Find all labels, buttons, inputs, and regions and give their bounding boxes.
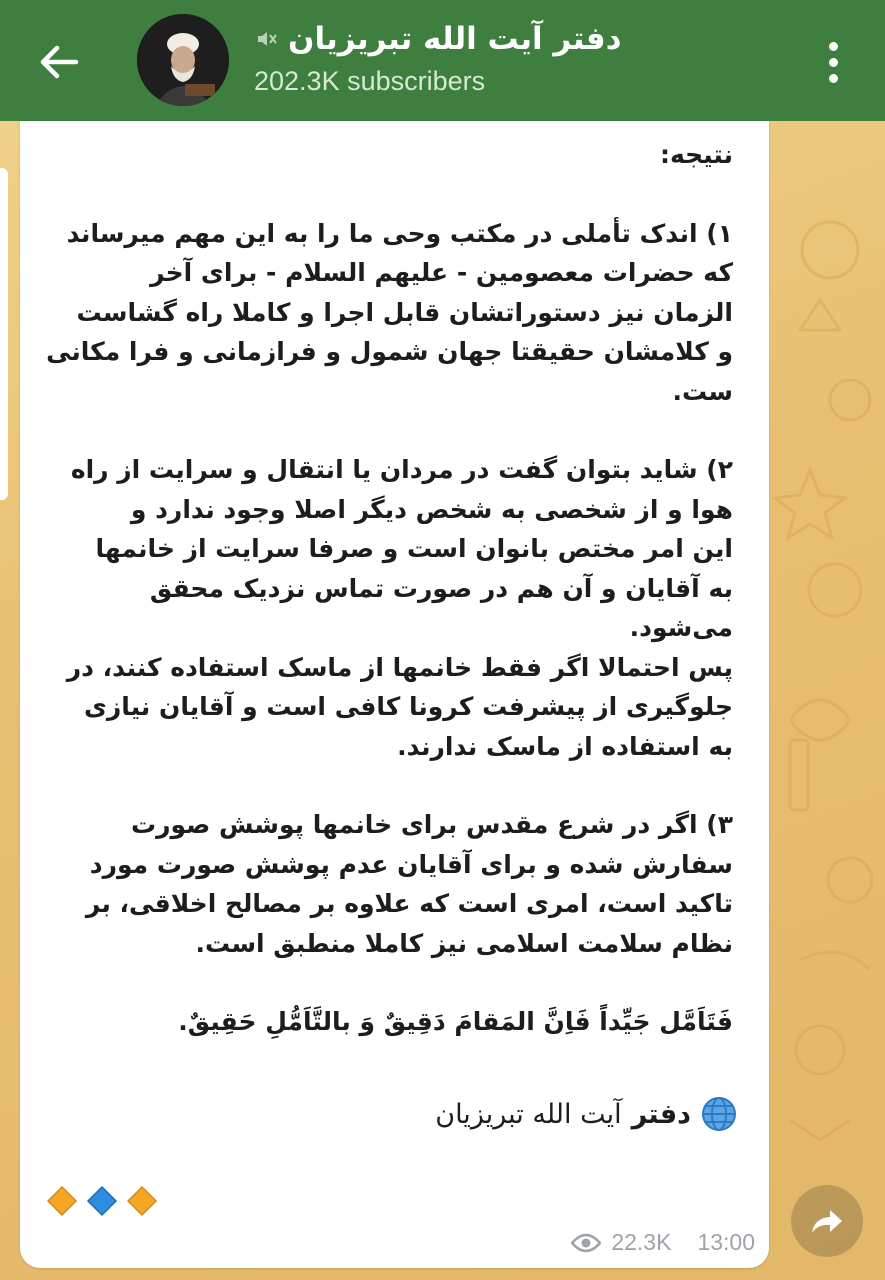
message-heading: نتیجه: [660,140,733,169]
signature-name: آیت الله تبریزیان [435,1098,622,1130]
vertical-dots-icon [829,58,838,67]
vertical-dots-icon [829,74,838,83]
message-bubble[interactable] [20,121,769,1268]
arrow-left-icon [39,45,79,79]
channel-signature [435,1096,737,1132]
chat-header [0,0,885,121]
orange-diamond-icon [126,1185,158,1217]
channel-title[interactable] [254,14,622,64]
view-count: 22.3K [611,1229,672,1255]
diamond-row [46,1185,158,1217]
message-time: 13:00 [697,1229,755,1255]
orange-diamond-icon [46,1185,78,1217]
message-point-1: ۱) اندک تأملی در مکتب وحی ما را به این مهم میرساند که حضرات معصومین - علیهم السلام - برای آخر الزمان نیز دستوراتشان قابل اجرا و کاملا راه گشاست و کلامشان حقیقتا جهان شمول و فرازمانی و فرا مکانی ست. [46,218,733,406]
message-point-2: ۲) شاید بتوان گفت در مردان یا انتقال و سرایت از راه هوا و از شخصی به شخص دیگر اصلا وجود ندارد و این امر مختص بانوان است و صرفا سرایت از خانمها به آقایان و آن هم در صورت تماس نزدیک محقق می‌شود. پس احتمالا اگر فقط خانمها از ماسک استفاده کنند، در جلوگیری از پیشرفت کرونا کافی است و آقایان نیازی به استفاده از ماسک ندارند. [66,455,733,761]
more-options-button[interactable] [808,34,858,90]
message-point-3: ۳) اگر در شرع مقدس برای خانمها پوشش صورت سفارش شده و برای آقایان عدم پوشش صورت مورد تاکید است، امری است که علاوه بر مصالح اخلاقی، بر نظام سلامت اسلامی نیز کاملا منطبق است. [85,810,733,958]
message-meta [571,1229,755,1256]
vertical-dots-icon [829,42,838,51]
avatar-portrait [137,14,229,106]
message-text [33,135,733,1042]
share-arrow-icon [810,1206,844,1236]
muted-speaker-icon [254,27,278,51]
channel-name: دفتر آیت الله تبریزیان [288,21,622,57]
signature-bold: دفتر [631,1098,691,1130]
arabic-quote: فَتَاَمَّل جَیِّداً فَاِنَّ المَقامَ دَقِیقٌ وَ بالتَّاَمُّلِ حَقِیقٌ. [178,1007,733,1036]
blue-diamond-icon [86,1185,118,1217]
previous-message-edge [0,168,8,500]
share-button[interactable] [791,1185,863,1257]
globe-icon [701,1096,737,1132]
subscriber-count: 202.3K subscribers [254,66,486,96]
back-button[interactable] [32,38,86,86]
channel-avatar[interactable] [137,14,229,106]
eye-icon [571,1233,601,1253]
